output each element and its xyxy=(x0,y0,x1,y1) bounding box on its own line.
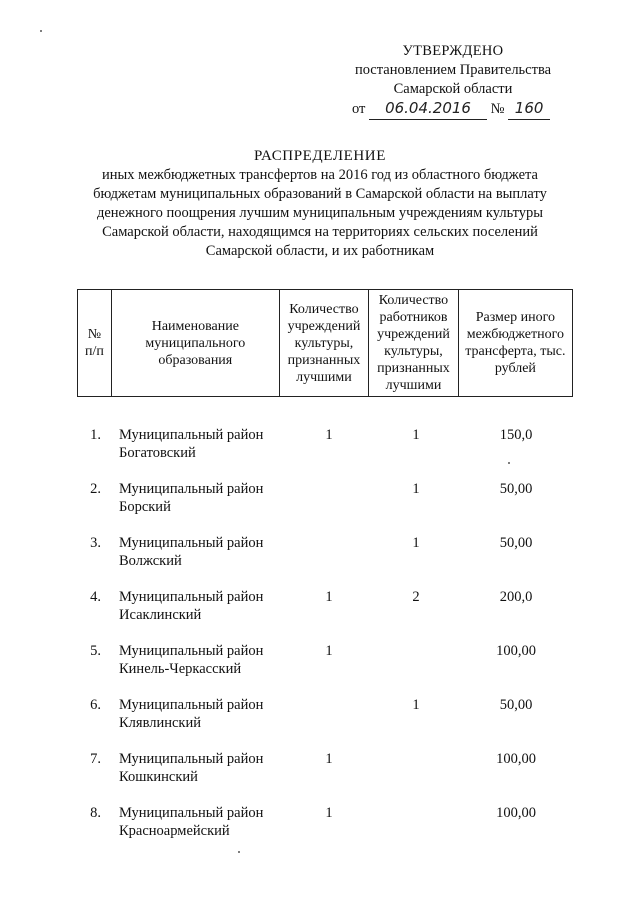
row-workers: 1 xyxy=(412,697,420,713)
table-header xyxy=(77,289,573,397)
row-name-line-2: Исаклинский xyxy=(119,607,202,623)
row-number: 8. xyxy=(90,805,101,821)
subtitle-line: Самарской области, находящимся на территориях сельских поселений xyxy=(102,224,538,240)
row-name-line-2: Кинель-Черкасский xyxy=(119,661,242,677)
row-number: 4. xyxy=(90,589,101,605)
row-name-line-1: Муниципальный район xyxy=(119,805,264,821)
row-amount: 100,00 xyxy=(496,751,536,767)
row-name xyxy=(119,804,299,840)
row-name-line-2: Клявлинский xyxy=(119,715,201,731)
header-name: Наименование муниципального образования xyxy=(111,290,279,397)
approval-stamp xyxy=(346,42,560,120)
row-name-line-2: Волжский xyxy=(119,553,182,569)
date-prefix: от xyxy=(352,101,366,117)
row-amount: 50,00 xyxy=(499,697,533,713)
row-workers: 1 xyxy=(412,481,420,497)
row-number: 7. xyxy=(90,751,101,767)
row-number: 6. xyxy=(90,697,101,713)
row-workers: 1 xyxy=(412,535,420,551)
table-row xyxy=(77,534,573,588)
table-row xyxy=(77,426,573,480)
header-amount: Размер иного межбюджетного трансферта, тыс. рублей xyxy=(458,290,572,397)
scan-speck xyxy=(238,851,240,853)
row-workers: 2 xyxy=(412,589,420,605)
row-institutions: 1 xyxy=(325,805,333,821)
table-row xyxy=(77,588,573,642)
row-amount: 100,00 xyxy=(496,643,536,659)
row-name-line-1: Муниципальный район xyxy=(119,751,264,767)
row-institutions: 1 xyxy=(325,751,333,767)
header-number: № п/п xyxy=(78,290,112,397)
approval-number: 160 xyxy=(514,99,544,117)
row-name-line-1: Муниципальный район xyxy=(119,427,264,443)
approval-line-1: постановлением Правительства xyxy=(354,62,552,78)
table-row xyxy=(77,804,573,858)
header-institutions: Количество учреждений культуры, признанных лучшими xyxy=(279,290,369,397)
row-amount: 50,00 xyxy=(499,481,533,497)
row-amount: 200,0 xyxy=(499,589,533,605)
table-row xyxy=(77,750,573,804)
scan-speck xyxy=(40,30,42,32)
table-row xyxy=(77,480,573,534)
row-number: 5. xyxy=(90,643,101,659)
scan-speck xyxy=(508,462,510,464)
row-number: 2. xyxy=(90,481,101,497)
table-row xyxy=(77,642,573,696)
header-workers: Количество работников учреждений культуры, признанных лучшими xyxy=(369,290,459,397)
row-name-line-1: Муниципальный район xyxy=(119,535,264,551)
row-name-line-2: Кошкинский xyxy=(119,769,198,785)
date-field xyxy=(369,99,487,120)
row-name xyxy=(119,480,299,516)
row-name xyxy=(119,588,299,624)
row-name xyxy=(119,642,299,678)
row-name-line-2: Богатовский xyxy=(119,445,196,461)
row-name-line-1: Муниципальный район xyxy=(119,643,264,659)
row-name xyxy=(119,426,299,462)
row-number: 3. xyxy=(90,535,101,551)
row-institutions: 1 xyxy=(325,589,333,605)
table-body xyxy=(77,426,573,858)
row-name-line-1: Муниципальный район xyxy=(119,589,264,605)
approval-line-2: Самарской области xyxy=(393,81,513,97)
row-name-line-1: Муниципальный район xyxy=(119,481,264,497)
row-number: 1. xyxy=(90,427,101,443)
row-name xyxy=(119,750,299,786)
subtitle-line: бюджетам муниципальных образований в Самарской области на выплату xyxy=(93,186,547,202)
row-name-line-2: Борский xyxy=(119,499,171,515)
row-workers: 1 xyxy=(412,427,420,443)
document-subtitle xyxy=(70,166,570,261)
number-field xyxy=(508,99,550,120)
row-name-line-2: Красноармейский xyxy=(119,823,230,839)
approval-heading: УТВЕРЖДЕНО xyxy=(402,43,504,59)
subtitle-line: иных межбюджетных трансфертов на 2016 год из областного бюджета xyxy=(102,167,538,183)
row-amount: 50,00 xyxy=(499,535,533,551)
approval-date: 06.04.2016 xyxy=(385,99,471,117)
row-name xyxy=(119,534,299,570)
row-name-line-1: Муниципальный район xyxy=(119,697,264,713)
approval-date-line xyxy=(346,99,560,120)
number-prefix: № xyxy=(490,101,505,117)
row-amount: 150,0 xyxy=(499,427,533,443)
row-amount: 100,00 xyxy=(496,805,536,821)
document-title: РАСПРЕДЕЛЕНИЕ xyxy=(253,148,386,164)
table-row xyxy=(77,696,573,750)
row-institutions: 1 xyxy=(325,643,333,659)
subtitle-line: денежного поощрения лучшим муниципальным учреждениям культуры xyxy=(96,205,544,221)
subtitle-line: Самарской области, и их работникам xyxy=(205,243,435,259)
row-name xyxy=(119,696,299,732)
row-institutions: 1 xyxy=(325,427,333,443)
